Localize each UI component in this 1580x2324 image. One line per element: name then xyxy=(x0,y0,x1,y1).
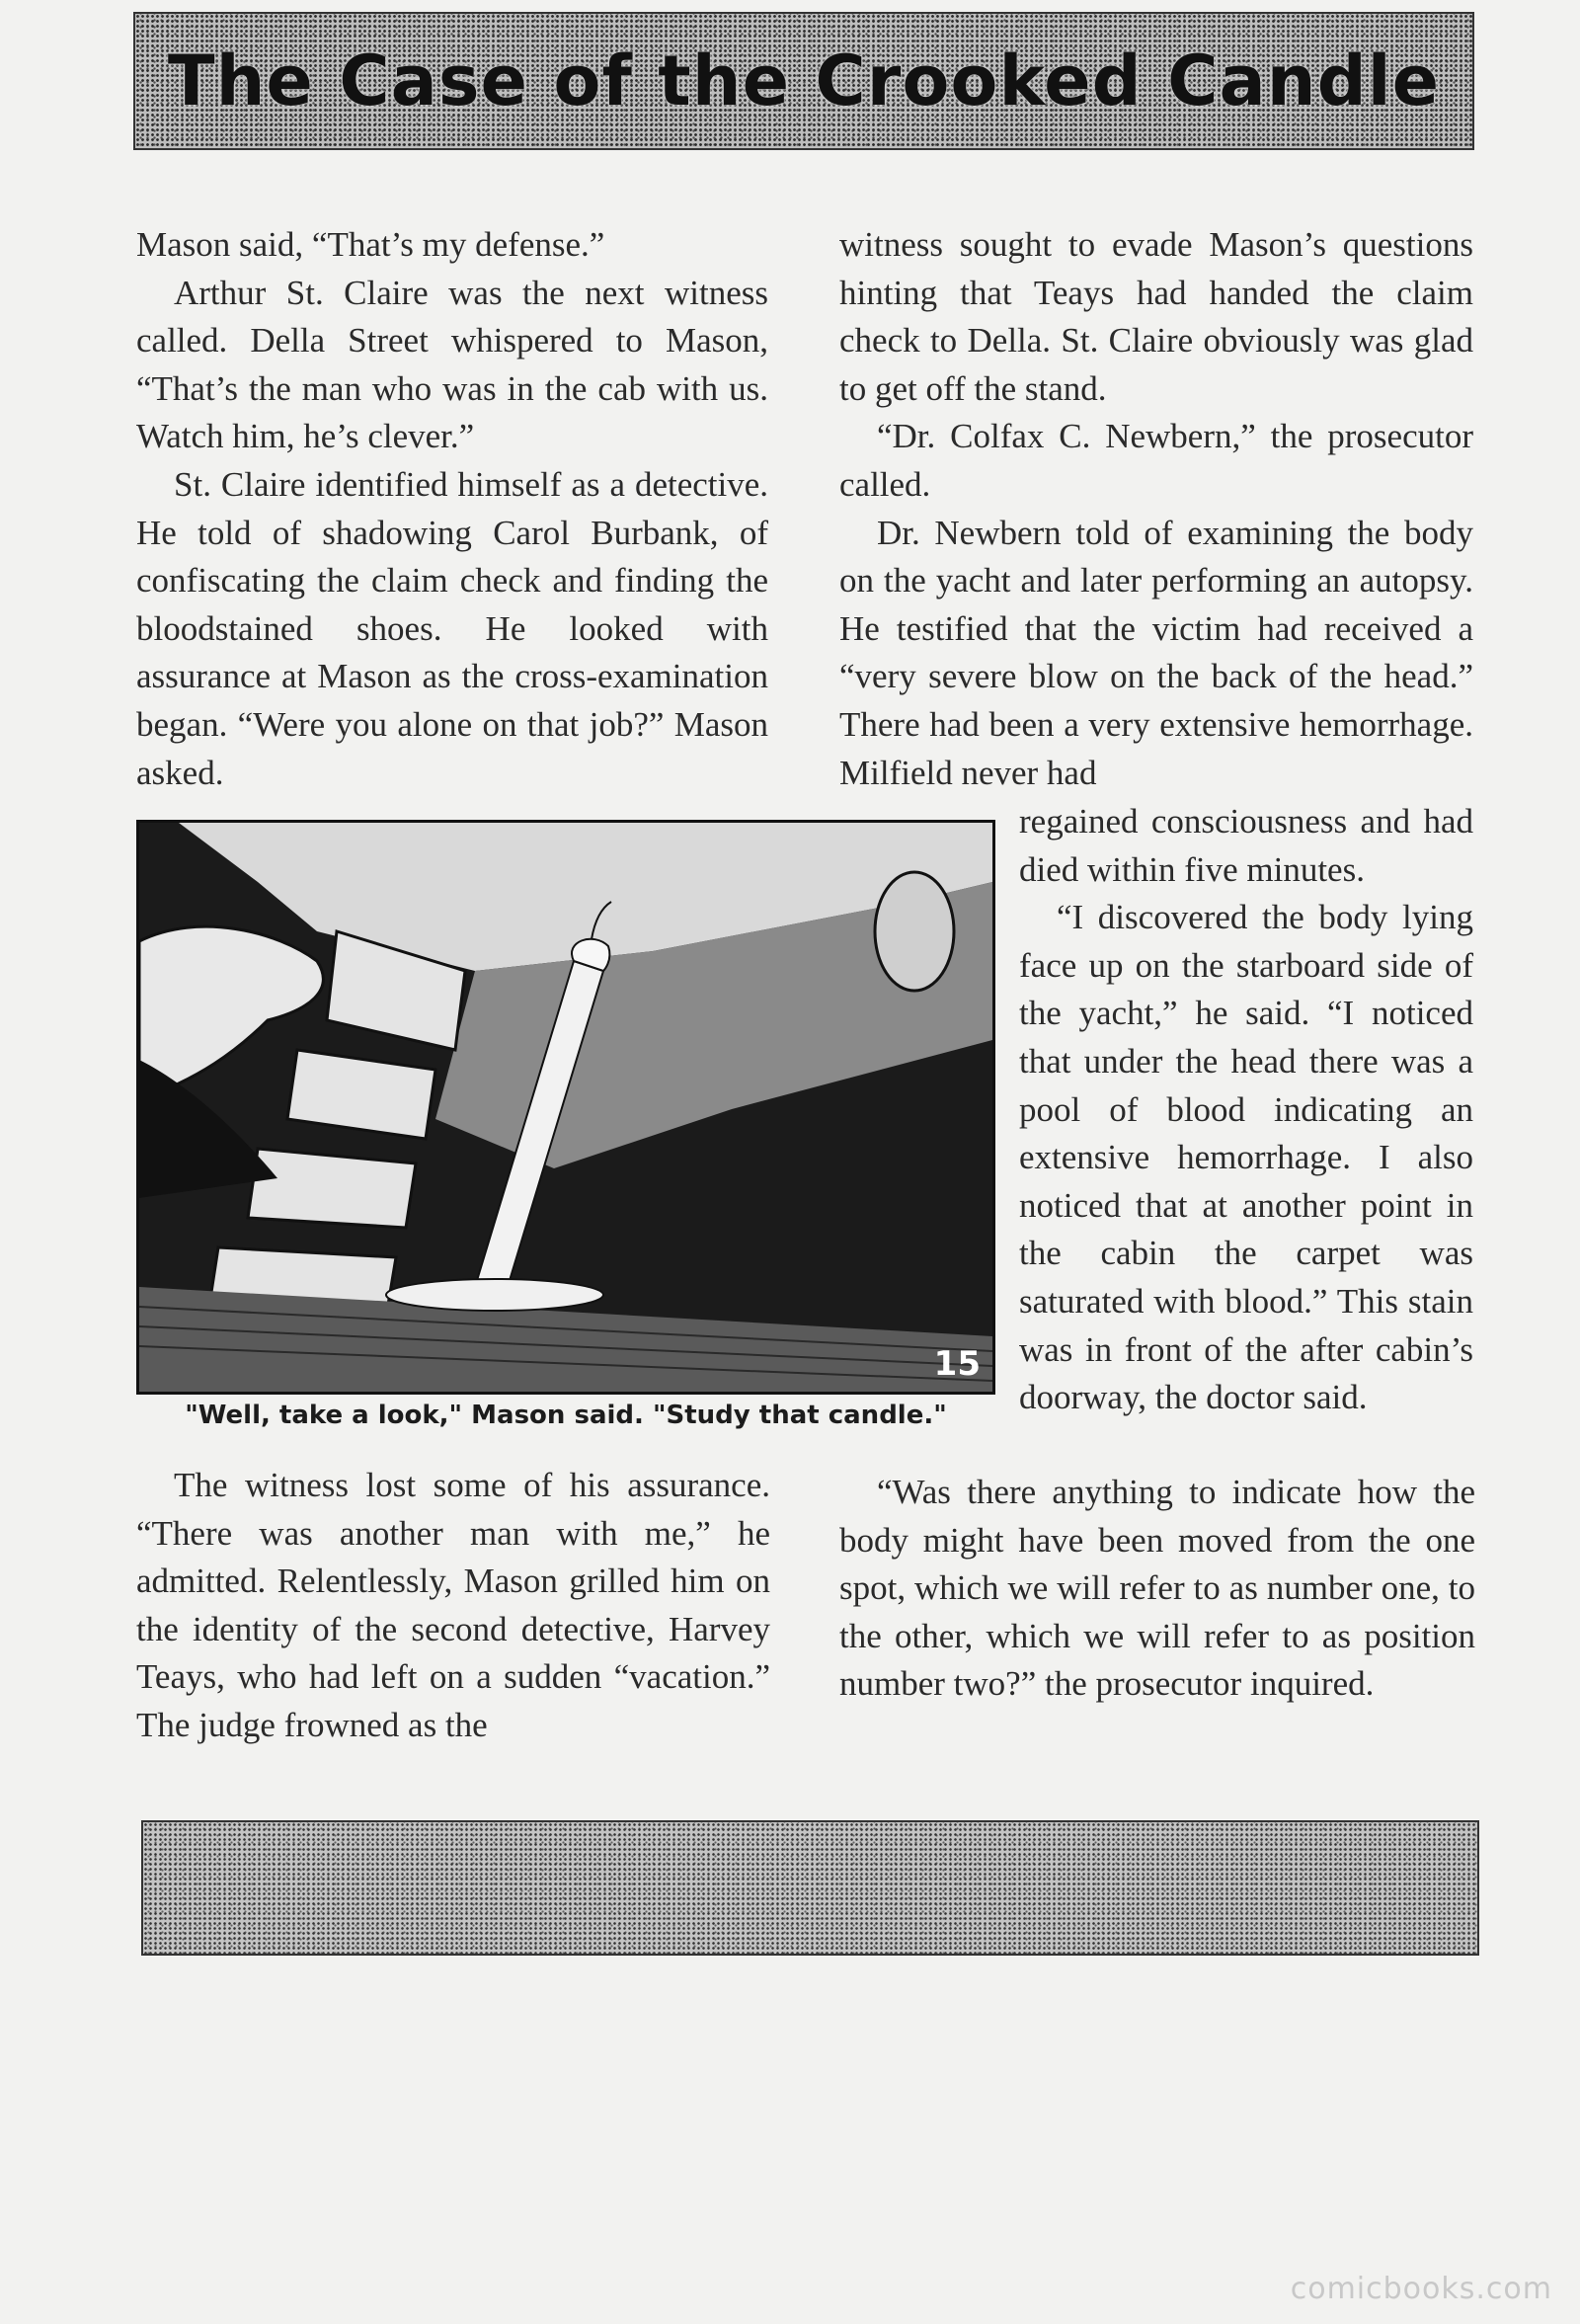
paragraph: Mason said, “That’s my defense.” xyxy=(136,225,605,264)
illustration-caption: "Well, take a look," Mason said. "Study that candle." xyxy=(185,1401,947,1430)
column-right-wrap xyxy=(1019,798,1473,1422)
panel-number: 15 xyxy=(933,1344,981,1384)
paragraph: Dr. Newbern told of examining the body on the yacht and later performing an autopsy. He testified that the victim had received a “very severe blow on the back of the head.” There had been a very extensive hemorrhage. Milfield never had xyxy=(839,513,1473,792)
candle-illustration xyxy=(136,820,995,1395)
paragraph: Arthur St. Claire was the next witness called. Della Street whispered to Mason, “That’s the man who was in the cab with us. Watch him, he’s clever.” xyxy=(136,273,768,456)
paragraph: St. Claire identified himself as a detective. He told of shadowing Carol Burbank, of confiscating the claim check and finding the bloodstained shoes. He looked with assurance at Mason as the cross-examination began. “Were you alone on that job?” Mason asked. xyxy=(136,464,768,792)
paragraph: The witness lost some of his assurance. “There was another man with me,” he admitted. Relentlessly, Mason grilled him on the identity of the second detective, Harvey Teays, who had left on a sudden “vacation.” The judge frowned as the xyxy=(136,1466,770,1744)
footer-band xyxy=(141,1820,1479,1956)
paragraph: “I discovered the body lying face up on the starboard side of the yacht,” he said. “I noticed that under the head there was a pool of blood indicating an extensive hemorrhage. I also noticed that at another point in the cabin the carpet was saturated with blood.” This stain was in front of the after cabin’s doorway, the doctor said. xyxy=(1019,898,1473,1417)
column-left-bottom xyxy=(136,1462,770,1750)
title-banner xyxy=(133,12,1474,150)
page-title: The Case of the Crooked Candle xyxy=(167,40,1441,121)
paragraph: witness sought to evade Mason’s questions hinting that Teays had handed the claim check to Della. St. Claire obviously was glad to get off the stand. xyxy=(839,225,1473,408)
column-right-bottom xyxy=(839,1469,1475,1709)
paragraph: “Was there anything to indicate how the body might have been moved from the one spot, which we will refer to as number one, to the other, which we will refer to as position number two?” the prosecutor inquired. xyxy=(839,1473,1475,1704)
column-right-top xyxy=(839,221,1473,797)
paragraph: “Dr. Colfax C. Newbern,” the prosecutor called. xyxy=(839,417,1473,504)
candle-drawing xyxy=(139,823,992,1392)
paragraph: regained consciousness and had died within five minutes. xyxy=(1019,802,1473,889)
column-left-top xyxy=(136,221,768,797)
watermark: comicbooks.com xyxy=(1290,2272,1552,2306)
